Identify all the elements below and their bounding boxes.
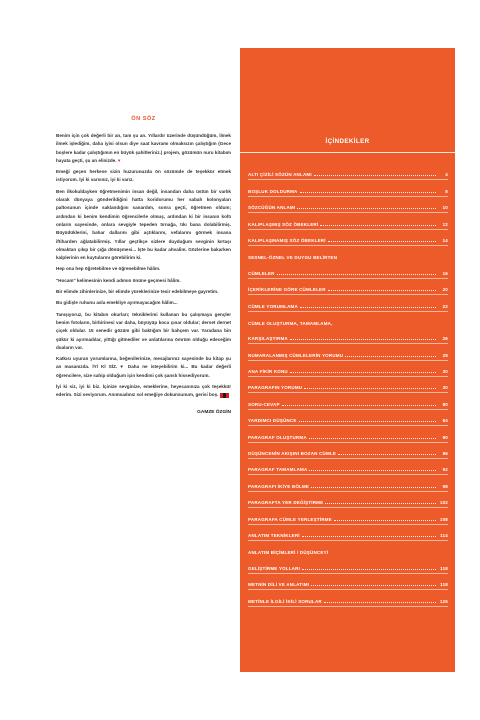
foreword-title: ÖN SÖZ	[131, 116, 156, 122]
toc-leader-dots	[304, 388, 436, 389]
toc-item-page: 102	[439, 500, 448, 506]
toc-leader-dots	[325, 503, 436, 504]
toc-item[interactable]	[248, 475, 448, 491]
toc-item[interactable]	[248, 590, 448, 606]
toc-leader-dots	[328, 241, 436, 242]
toc-item[interactable]	[248, 443, 448, 459]
toc-item-label: PARAGRAF OLUŞTURMA	[248, 434, 307, 440]
toc-item-page: 14	[442, 237, 448, 243]
foreword-paragraph: Emeği geçen herkese sizin huzurunuzda ön sözümde de teşekkür etmek istiyorum. İyi ki varsınız, iyi ki varız.	[56, 169, 231, 183]
toc-item-page: 26	[442, 336, 448, 342]
toc-item[interactable]	[248, 246, 448, 262]
toc-item[interactable]	[248, 492, 448, 508]
toc-item-label: PARAGRAFA CÜMLE YERLEŞTİRME	[248, 516, 332, 522]
foreword-paragraph	[56, 383, 231, 400]
toc-item-label: PARAGRAFI İKİYE BÖLME	[248, 483, 310, 489]
foreword-paragraph	[56, 132, 231, 165]
heart-icon: ♥	[117, 157, 121, 163]
toc-item-label: METİNLE İLGİLİ İKİLİ SORULAR	[248, 598, 322, 604]
toc-item-label: NUMARALANMIŞ CÜMLELERİN YORUMU	[248, 352, 344, 358]
toc-item[interactable]	[248, 180, 448, 196]
toc-item-page: 108	[439, 516, 448, 522]
toc-item[interactable]	[248, 279, 448, 295]
toc-item-label: İÇERİKLERİNE GÖRE CÜMLELER	[248, 287, 326, 293]
toc-leader-dots	[300, 192, 437, 193]
toc-item-label: KALIPLAŞMIŞ SÖZ ÖBEKLERİ	[248, 221, 319, 227]
toc-item-page: 10	[442, 205, 448, 211]
toc-item[interactable]	[248, 361, 448, 377]
toc-item[interactable]	[248, 525, 448, 541]
toc-item-label: CÜMLE OLUŞTURMA, TAMAMLAMA,	[248, 320, 333, 326]
toc-leader-dots	[282, 405, 436, 406]
toc-item[interactable]	[248, 410, 448, 426]
toc-item-page: 8	[445, 188, 448, 194]
toc-leader-dots	[320, 225, 436, 226]
toc-item[interactable]	[248, 213, 448, 229]
toc-leader-dots	[314, 175, 436, 176]
toc-item-label: YARDIMCI DÜŞÜNCE	[248, 418, 297, 424]
toc-item-page: 84	[442, 418, 448, 424]
toc-item[interactable]	[248, 557, 448, 573]
toc-item-label: SÖZCÜĞÜN ANLAMI	[248, 205, 296, 211]
toc-item-label: METNİN DİLİ VE ANLATIMI	[248, 582, 310, 588]
toc-item-label: CÜMLELER	[248, 270, 275, 276]
toc-item-page: 118	[440, 582, 448, 588]
flag-icon	[220, 393, 229, 398]
foreword-paragraph: Bu gidişle ruhunu asla emekliye ayırmayacağım hâlim...	[56, 300, 178, 306]
toc-leader-dots	[334, 520, 436, 521]
toc-item-label: KALIPLAŞMAMIŞ SÖZ ÖBEKLERİ	[248, 237, 326, 243]
toc-leader-dots	[302, 569, 436, 570]
toc-item-page: 98	[442, 483, 448, 489]
toc-item-label: SESNEL-ÖZNEL VE DUYGU BELİRTEN	[248, 255, 338, 261]
toc-item-label: PARAGRAFIN YORUMU	[248, 385, 303, 391]
toc-leader-dots	[290, 372, 436, 373]
toc-item[interactable]	[248, 377, 448, 393]
toc-item[interactable]	[248, 508, 448, 524]
toc-item-page: 30	[442, 369, 448, 375]
toc-leader-dots	[309, 470, 436, 471]
toc-item-page: 92	[442, 467, 448, 473]
toc-leader-dots	[311, 487, 436, 488]
toc-item-page: 30	[442, 385, 448, 391]
toc-item-page: 28	[442, 352, 448, 358]
author-signature: GAMZE ÖZGİN	[197, 409, 231, 415]
toc-item-page: 90	[442, 434, 448, 440]
foreword-paragraph: "Hocam" kelimesinin kendi adımın önüne geçmesi hâlim.	[56, 277, 181, 283]
foreword-paragraph: Katkısı uyuran yorumlarına, beğenilerinize, mesajlarınız sayesinde bu kitap şu an masanızda. İYİ Kİ SİZ. ♥ Daha ne isteyebilirim ki... Bu kadar değerli öğrencilere, size sahip olduğum için kendimi çok şanslı hissediyorum.	[56, 356, 231, 378]
toc-leader-dots	[345, 356, 436, 357]
toc-item-label: DÜŞÜNCENİN AKIŞINI BOZAN CÜMLE	[248, 451, 337, 457]
toc-leader-dots	[277, 274, 436, 275]
toc-item-label: CÜMLE YORUMLAMA	[248, 303, 298, 309]
toc-item[interactable]	[248, 344, 448, 360]
toc-item-page: 20	[442, 287, 448, 293]
toc-item[interactable]	[248, 393, 448, 409]
toc-item[interactable]	[248, 426, 448, 442]
toc-item-page: 86	[442, 451, 448, 457]
toc-divider	[240, 152, 455, 153]
toc-item[interactable]	[248, 230, 448, 246]
toc-item-label: ALTI ÇİZİLİ SÖZÜN ANLAMI	[248, 172, 312, 178]
toc-item-page: 22	[442, 303, 448, 309]
toc-leader-dots	[338, 454, 436, 455]
toc-item-label: SORU-CEVAP	[248, 401, 280, 407]
toc-item[interactable]	[248, 295, 448, 311]
toc-leader-dots	[290, 339, 436, 340]
paragraph-text: Benim için çok değerli bir an, tam şu an. Yıllardır üzerinde düşündüğüm, ilmek ilmek işlediğim, daha iyisi olsun diye saat kavramı olmaksızın çalıştığım (Gece boşlere kadar çalıştığımın en büyük şahitleriniz.) projem, gözümün nuru kitabım hayata geçti, şu an elinizde.	[56, 133, 231, 163]
toc-leader-dots	[302, 536, 436, 537]
toc-leader-dots	[297, 208, 436, 209]
foreword-paragraph: Hep ona hep öğretebilme ve öğrenebilme hâlim.	[56, 266, 161, 272]
toc-item-page: 4	[445, 172, 448, 178]
toc-item-label: PARAGRAFTA YER DEĞİŞTİRME	[248, 500, 324, 506]
paragraph-text: İyi ki siz, iyi ki biz. İçinize sevginize, emeklerine, heyecanınıza çok teşekkür ederim. Sizi seviyorum. Anımsadınız sol emeğiye dokunsunum, gerisi boş.	[56, 384, 231, 398]
toc-item[interactable]	[248, 574, 448, 590]
toc-item-page: 114	[440, 532, 448, 538]
table-of-contents	[240, 48, 455, 672]
toc-item[interactable]	[248, 197, 448, 213]
toc-item[interactable]	[248, 262, 448, 278]
toc-item-page: 16	[442, 270, 448, 276]
toc-item-page: 80	[442, 401, 448, 407]
toc-item[interactable]	[248, 328, 448, 344]
toc-item-label: GELİŞTİRME YOLLARI	[248, 565, 301, 571]
toc-item-label: ANLATIM TEKNİKLERİ	[248, 532, 300, 538]
toc-item-page: 12	[442, 221, 448, 227]
toc-item-label: ANLATIM BİÇİMLERİ / DÜŞÜNCEYİ	[248, 550, 329, 556]
toc-item-label: ANA FİKİR KONU	[248, 369, 288, 375]
toc-list	[248, 164, 448, 607]
foreword-paragraph: Ben ilkokuldayken öğretmenimin insan değil, insandan daha üstün bir varlık olarak dünyaya gönderildiğini hatta koridorumu her sabah kolonyaları paltosunun içinde saklandığını sanardım, sonra geçti, öğretmen oldum; ardından ki benim kendimin öğrencilerle olmuş, ardından ki bir insanın koltı onların sayesinde, onlara sevgiyle tepeden tırnağa, tıkı bana dolabilirmiş. Büyüdüklerini, bahar dallarını gibi açtıklarını, vefalarını görmek insana iftiharden ağlatabilirmiş. Yıllar geçtikçe sizlere duyduğum sevginin kırtaşı olmaktan çıkıp bir çığa dönüşmesi... İşte bu kadar ahvalim. Gözlerine bakarken kalplerinin en kuytularını görebilirim ki.	[56, 188, 231, 261]
toc-item-label: KARŞILAŞTIRMA	[248, 336, 288, 342]
foreword-section	[56, 116, 231, 415]
toc-item-page: 118	[440, 565, 448, 571]
foreword-paragraph: Bir elimde zihinlerinize, bir elimde yüreklerinize tesir edebilmeye gayretim.	[56, 289, 219, 295]
toc-item-page: 126	[439, 598, 448, 604]
toc-item[interactable]	[248, 459, 448, 475]
toc-item[interactable]	[248, 164, 448, 180]
toc-item[interactable]	[248, 541, 448, 557]
toc-leader-dots	[309, 438, 436, 439]
toc-leader-dots	[324, 602, 436, 603]
toc-title: İÇİNDEKİLER	[325, 138, 370, 145]
toc-leader-dots	[328, 290, 436, 291]
foreword-paragraph: Tanışıyoruz, bu kitabın okurları; tekniklerimi kullanan bu çalışmaya gençler benim fotoların, birbirinesi var daha, büyüyüp koca çınar oldular; derset dernet çiçek oldular. 15 senedir gözüm gibi baktığım bir bahçem var. Yaradana bin şükür ki ayırmadılar, yittığı gitmediler ve anlatılarına ömrüm olduğu edeceğim duaların var.	[56, 311, 231, 350]
toc-item-label: BOŞLUK DOLDURMA	[248, 188, 298, 194]
toc-leader-dots	[299, 421, 436, 422]
toc-item-label: PARAGRAF TAMAMLAMA	[248, 467, 308, 473]
toc-leader-dots	[300, 307, 436, 308]
toc-leader-dots	[311, 585, 436, 586]
toc-item[interactable]	[248, 312, 448, 328]
